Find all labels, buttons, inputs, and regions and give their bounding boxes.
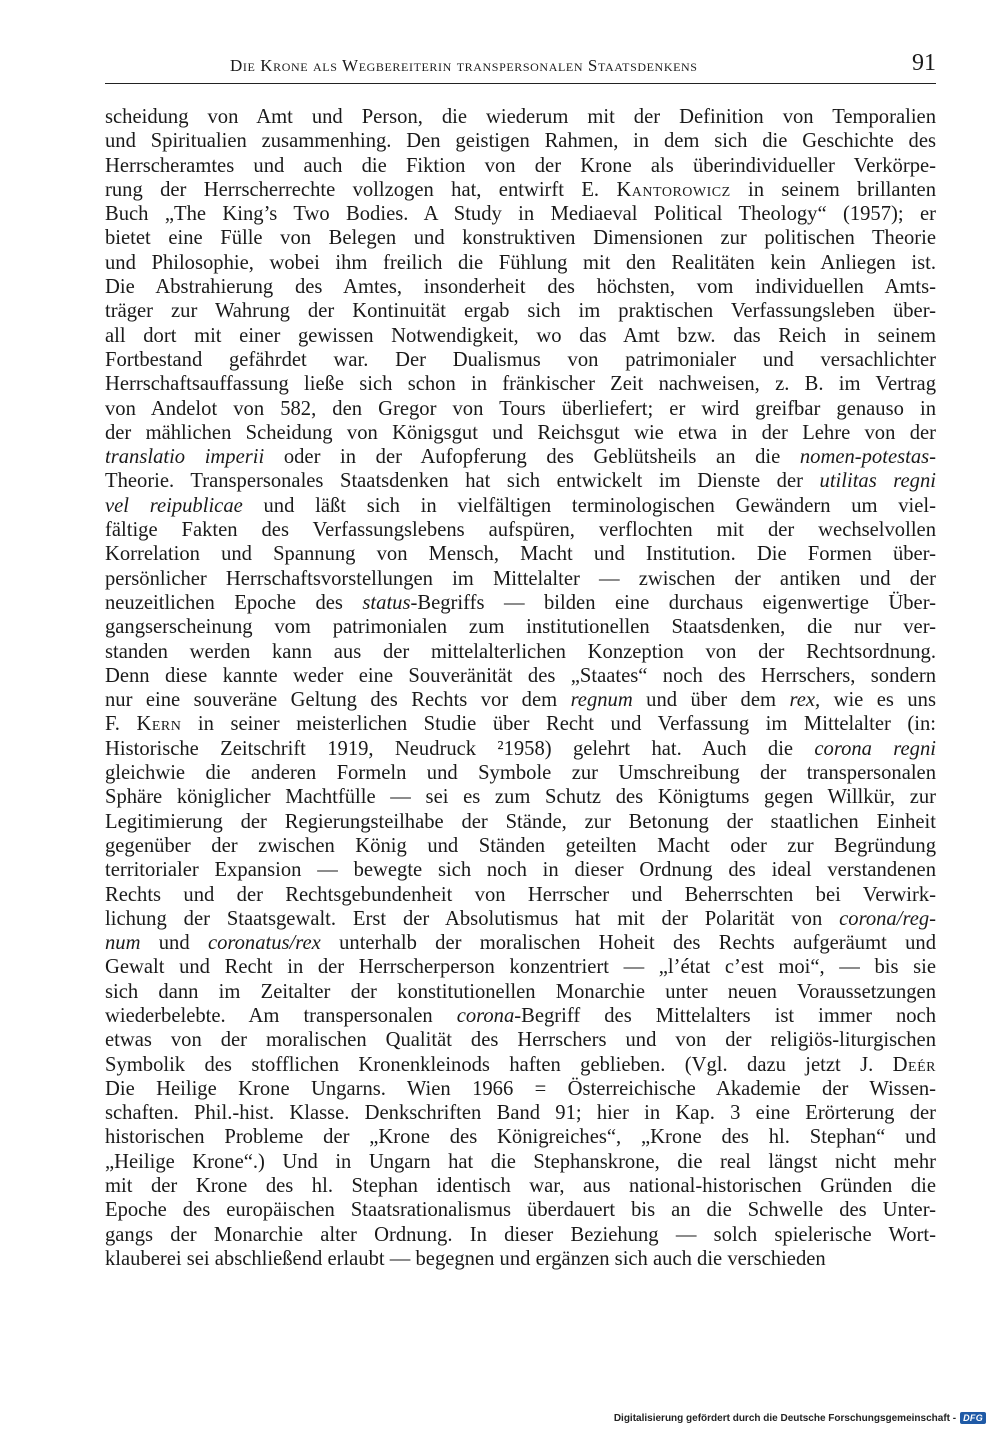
text-line bbox=[105, 640, 936, 664]
italic-term: corona bbox=[456, 1004, 515, 1027]
text-run: etwas von der moralischen Qualität des Herrschers und von der religiös-liturgischen bbox=[105, 1029, 936, 1052]
text-run: sich dann im Zeitalter der konstitutionellen Monarchie unter neuen Voraussetzungen bbox=[105, 980, 936, 1003]
text-line bbox=[105, 785, 936, 809]
text-line bbox=[105, 1004, 936, 1028]
text-run: Theorie. Transpersonales Staatsdenken hat sich entwickelt im Dienste der bbox=[105, 470, 820, 493]
text-line bbox=[105, 494, 936, 518]
text-run: rung der Herrscherrechte vollzogen hat, entwirft E. bbox=[105, 178, 617, 201]
running-header bbox=[105, 50, 936, 84]
italic-term: corona/reg- bbox=[839, 907, 936, 930]
text-line bbox=[105, 1223, 936, 1247]
text-line bbox=[105, 469, 936, 493]
text-run: historischen Probleme der „Krone des Königreiches“, „Krone des hl. Stephan“ und bbox=[105, 1126, 936, 1149]
text-run: klauberei sei abschließend erlaubt — begegnen und ergänzen sich auch die verschieden bbox=[105, 1247, 826, 1270]
text-run: fältige Fakten des Verfassungslebens aufspüren, verflochten mit der wechselvollen bbox=[105, 519, 936, 542]
text-run: mit der Krone des hl. Stephan identisch war, aus national-historischen Gründen die bbox=[105, 1175, 936, 1198]
text-run: territorialer Expansion — bewegte sich noch in dieser Ordnung des ideal verstandenen bbox=[105, 859, 936, 882]
text-line bbox=[105, 518, 936, 542]
text-run: unterhalb der moralischen Hoheit des Rechts aufgeräumt und bbox=[320, 932, 937, 955]
text-run: Gewalt und Recht in der Herrscherperson konzentriert — „l’état c’est moi“, — bis sie bbox=[105, 956, 936, 979]
text-line bbox=[105, 1174, 936, 1198]
text-run: in seinem brillanten bbox=[730, 178, 936, 201]
text-line bbox=[105, 591, 936, 615]
text-run: Fortbestand gefährdet war. Der Dualismus von patrimonialer und versachlichter bbox=[105, 348, 936, 371]
text-line bbox=[105, 202, 936, 226]
text-line bbox=[105, 397, 936, 421]
text-line bbox=[105, 1053, 936, 1077]
text-line bbox=[105, 567, 936, 591]
text-line bbox=[105, 907, 936, 931]
text-line bbox=[105, 348, 936, 372]
text-line bbox=[105, 761, 936, 785]
italic-term: status bbox=[362, 591, 411, 614]
text-run: F. bbox=[105, 713, 137, 736]
text-run: bietet eine Fülle von Belegen und konstruktiven Dimensionen zur politischen Theorie bbox=[105, 227, 936, 250]
text-run: -Begriff des Mittelalters ist immer noch bbox=[514, 1004, 936, 1027]
text-line bbox=[105, 664, 936, 688]
page-number: 91 bbox=[912, 50, 936, 76]
text-line bbox=[105, 834, 936, 858]
text-run: träger zur Wahrung der Kontinuität ergab sich im praktischen Verfassungsleben über- bbox=[105, 300, 936, 323]
text-run: und läßt sich in vielfältigen terminologischen Gewändern um viel- bbox=[242, 494, 936, 517]
italic-term: coronatus/rex bbox=[207, 932, 321, 955]
text-run: und bbox=[140, 932, 208, 955]
text-line bbox=[105, 712, 936, 736]
text-line bbox=[105, 858, 936, 882]
italic-term: num bbox=[105, 932, 141, 955]
text-run: nur eine souveräne Geltung des Rechts vor dem bbox=[105, 689, 571, 712]
text-line bbox=[105, 421, 936, 445]
text-line bbox=[105, 129, 936, 153]
text-line bbox=[105, 251, 936, 275]
text-run: schaften. Phil.-hist. Klasse. Denkschriften Band 91; hier in Kap. 3 eine Erörterung der bbox=[105, 1102, 936, 1125]
text-line bbox=[105, 1028, 936, 1052]
text-line bbox=[105, 737, 936, 761]
text-run: Legitimierung der Regierungsteilhabe der Stände, zur Betonung der staatlichen Einheit bbox=[105, 810, 936, 833]
text-run: standen werden kann aus der mittelalterlichen Konzeption von der Rechtsordnung. bbox=[105, 640, 936, 663]
text-line bbox=[105, 810, 936, 834]
text-run: Die Abstrahierung des Amtes, insonderheit des höchsten, vom individuellen Amts- bbox=[105, 276, 936, 299]
author-name: Deér bbox=[892, 1053, 936, 1076]
text-run: Buch „The King’s Two Bodies. A Study in Mediaeval Political Theology“ (1957); er bbox=[105, 203, 936, 226]
text-run: gleichwie die anderen Formeln und Symbole zur Umschreibung der transpersonalen bbox=[105, 762, 936, 785]
text-line bbox=[105, 372, 936, 396]
text-run: gangs der Monarchie alter Ordnung. In dieser Beziehung — solch spielerische Wort- bbox=[105, 1223, 936, 1246]
digitization-credit bbox=[614, 1411, 986, 1425]
text-line bbox=[105, 1150, 936, 1174]
text-line bbox=[105, 955, 936, 979]
text-line bbox=[105, 1247, 936, 1271]
text-run: -Begriffs — bilden eine durchaus eigenwertige Über- bbox=[410, 591, 936, 614]
text-run: Symbolik des stofflichen Kronenkleinods haften geblieben. (Vgl. dazu jetzt J. bbox=[105, 1053, 893, 1076]
italic-term: rex, bbox=[789, 689, 821, 712]
italic-term: regnum bbox=[570, 689, 633, 712]
text-run: Korrelation und Spannung von Mensch, Macht und Institution. Die Formen über- bbox=[105, 543, 936, 566]
header-rule bbox=[105, 83, 936, 84]
text-line bbox=[105, 178, 936, 202]
text-run: oder in der Aufopferung des Geblütsheils an die bbox=[264, 446, 800, 469]
author-name: Kantorowicz bbox=[616, 178, 731, 201]
text-run: Historische Zeitschrift 1919, Neudruck ²1958) gelehrt hat. Auch die bbox=[105, 737, 815, 760]
text-line bbox=[105, 688, 936, 712]
text-run: der mählichen Scheidung von Königsgut und Reichsgut wie etwa in der Lehre von der bbox=[105, 421, 936, 444]
text-line bbox=[105, 105, 936, 129]
text-run: Epoche des europäischen Staatsrationalismus überdauert bis an die Schwelle des Unter- bbox=[105, 1199, 936, 1222]
credit-text: Digitalisierung gefördert durch die Deutsche Forschungsgemeinschaft - bbox=[613, 1412, 957, 1424]
text-run: gangserscheinung vom patrimonialen zum institutionellen Staatsdenken, die nur ver- bbox=[105, 616, 936, 639]
text-run: Denn diese kannte weder eine Souveränität des „Staates“ noch des Herrschers, sondern bbox=[105, 664, 936, 687]
italic-term: vel reipublicae bbox=[105, 494, 243, 517]
text-run: gegenüber der zwischen König und Ständen geteilten Macht oder zur Begründung bbox=[105, 834, 936, 857]
text-line bbox=[105, 883, 936, 907]
author-name: Kern bbox=[136, 713, 182, 736]
body-text bbox=[105, 105, 936, 1271]
text-line bbox=[105, 980, 936, 1004]
text-run: neuzeitlichen Epoche des bbox=[105, 591, 363, 614]
text-line bbox=[105, 1125, 936, 1149]
text-line bbox=[105, 299, 936, 323]
text-run: all dort mit einer gewissen Notwendigkeit, wo das Amt bzw. das Reich in seinem bbox=[105, 324, 936, 347]
text-run: wie es uns bbox=[820, 689, 936, 712]
text-run: lichung der Staatsgewalt. Erst der Absolutismus hat mit der Polarität von bbox=[105, 907, 840, 930]
text-run: Sphäre königlicher Machtfülle — sei es zum Schutz des Königtums gegen Willkür, zur bbox=[105, 786, 936, 809]
text-line bbox=[105, 1101, 936, 1125]
running-title: Die Krone als Wegbereiterin transpersonalen Staatsdenkens bbox=[230, 56, 698, 75]
text-run: Die Heilige Krone Ungarns. Wien 1966 = Österreichische Akademie der Wissen- bbox=[105, 1077, 936, 1100]
text-line bbox=[105, 275, 936, 299]
text-line bbox=[105, 542, 936, 566]
text-line bbox=[105, 1198, 936, 1222]
italic-term: nomen-potestas- bbox=[799, 446, 936, 469]
dfg-logo: DFG bbox=[960, 1412, 986, 1424]
italic-term: translatio imperii bbox=[105, 446, 265, 469]
text-run: und über dem bbox=[632, 689, 790, 712]
text-line bbox=[105, 324, 936, 348]
text-line bbox=[105, 226, 936, 250]
text-line bbox=[105, 931, 936, 955]
text-run: Rechts und der Rechtsgebundenheit von Herrscher und Beherrschten bei Verwirk- bbox=[105, 883, 936, 906]
text-run: in seiner meisterlichen Studie über Recht und Verfassung im Mittelalter (in: bbox=[181, 713, 936, 736]
text-run: scheidung von Amt und Person, die wiederum mit der Definition von Temporalien bbox=[105, 106, 936, 128]
text-run: und Philosophie, wobei ihm freilich die Fühlung mit den Realitäten kein Anliegen ist. bbox=[105, 251, 936, 274]
text-line bbox=[105, 445, 936, 469]
text-line bbox=[105, 615, 936, 639]
italic-term: corona regni bbox=[814, 737, 937, 760]
text-run: von Andelot von 582, den Gregor von Tours überliefert; er wird greifbar genauso in bbox=[105, 397, 936, 420]
text-run: Herrscheramtes und auch die Fiktion von der Krone als überindividueller Verkörpe- bbox=[105, 154, 936, 177]
text-run: persönlicher Herrschaftsvorstellungen im Mittelalter — zwischen der antiken und der bbox=[105, 567, 936, 590]
text-run: „Heilige Krone“.) Und in Ungarn hat die Stephanskrone, die real längst nicht mehr bbox=[105, 1150, 936, 1173]
text-run: Herrschaftsauffassung ließe sich schon in fränkischer Zeit nachweisen, z. B. im Vertrag bbox=[105, 373, 936, 396]
text-line bbox=[105, 1077, 936, 1101]
text-line bbox=[105, 154, 936, 178]
text-run: wiederbelebte. Am transpersonalen bbox=[105, 1004, 457, 1027]
text-run: und Spiritualien zusammenhing. Den geistigen Rahmen, in dem sich die Geschichte des bbox=[105, 130, 936, 153]
italic-term: utilitas regni bbox=[819, 470, 936, 493]
